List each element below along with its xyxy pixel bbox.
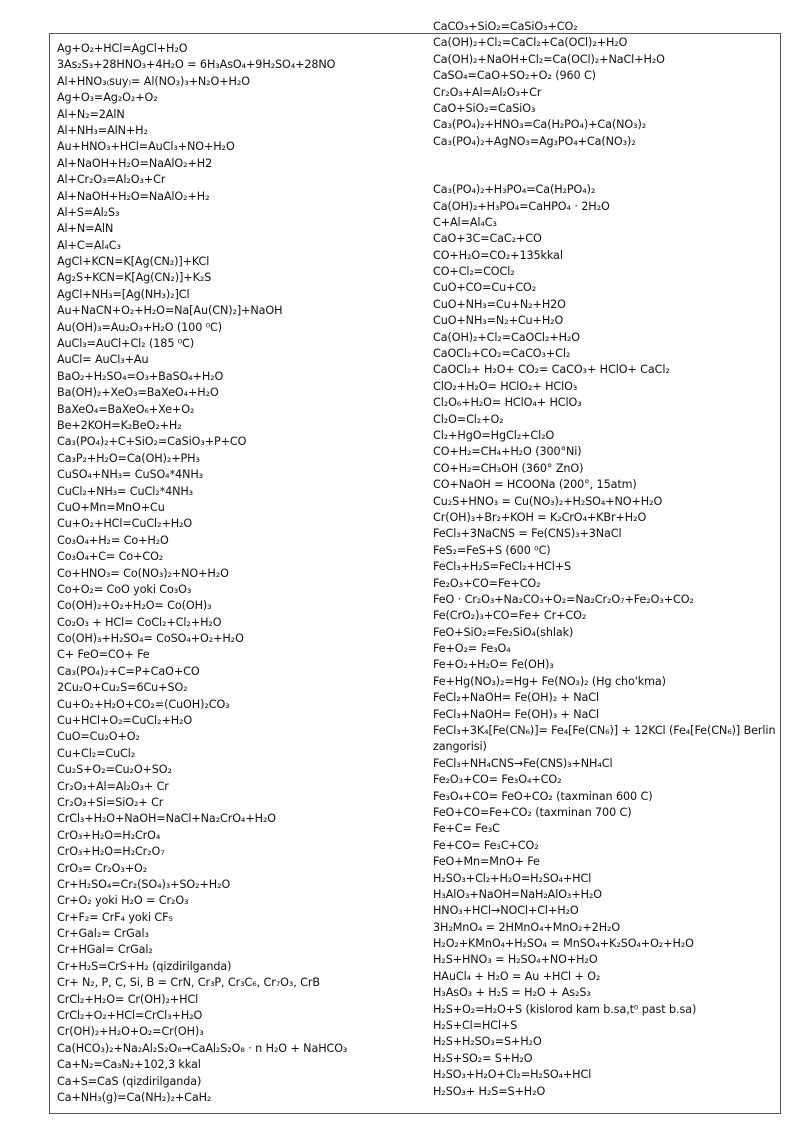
equation-line: Al+NaOH+H₂O=NaAlO₂+H2	[57, 156, 213, 170]
equation-line: FeO · Cr₂O₃+Na₂CO₃+O₂=Na₂Cr₂O₇+Fe₂O₃+CO₂	[433, 592, 694, 606]
equation-line: Cr₂O₃+Al=Al₂O₃+ Cr	[57, 779, 169, 793]
equation-line: Cr+H₂SO₄=Cr₂(SO₄)₃+SO₂+H₂O	[57, 877, 231, 891]
equation-line: Ca₃(PO₄)₂+AgNO₃=Ag₃PO₄+Ca(NO₃)₂	[433, 134, 636, 148]
equation-line: Cl₂O=Cl₂+O₂	[433, 412, 504, 426]
equation-line: Ca(OH)₂+H₃PO₄=CaHPO₄ · 2H₂O	[433, 199, 610, 213]
equation-line: FeO+SiO₂=Fe₂SiO₄(shlak)	[433, 625, 574, 639]
equation-line: Ca₃P₂+H₂O=Ca(OH)₂+PH₃	[57, 451, 200, 465]
equation-line: Co(OH)₂+O₂+H₂O= Co(OH)₃	[57, 599, 212, 613]
equation-line: H₂S+Cl=HCl+S	[433, 1019, 518, 1033]
equation-line: FeCl₃+NH₄CNS→Fe(CNS)₃+NH₄Cl	[433, 756, 613, 770]
equation-line: Ca+NH₃(g)=Ca(NH₂)₂+CaH₂	[57, 1091, 212, 1104]
equation-line: Au+HNO₃+HCl=AuCl₃+NO+H₂O	[57, 140, 235, 154]
equation-line: CuO+NH₃=Cu+N₂+H2O	[433, 297, 566, 311]
equation-line: CaOCl₂+CO₂=CaCO₃+Cl₂	[433, 347, 571, 361]
equation-line: HNO₃+HCl→NOCl+Cl+H₂O	[433, 904, 579, 918]
equation-line: Ca₃(PO₄)₂+H₃PO₄=Ca(H₂PO₄)₂	[433, 183, 596, 197]
equation-line: H₂S+O₂=H₂O+S (kislorod kam b.sa,t⁰ past b.sa)	[433, 1002, 697, 1016]
equation-line: Al+C=Al₄C₃	[57, 238, 121, 252]
equation-line: CrCl₂+H₂O= Cr(OH)₂+HCl	[57, 992, 199, 1006]
equation-line: C+Al=Al₄C₃	[433, 215, 497, 229]
equation-line: FeCl₃+NaOH= Fe(OH)₃ + NaCl	[433, 707, 600, 721]
equation-line: Al+N=AlN	[57, 222, 114, 236]
equation-line: Au+NaCN+O₂+H₂O=Na[Au(CN)₂]+NaOH	[57, 304, 283, 318]
equation-line: Fe+CO= Fe₃C+CO₂	[433, 838, 539, 852]
equation-line: FeCl₃+3NaCNS = Fe(CNS)₃+3NaCl	[433, 527, 622, 541]
equation-line: CaCO₃+SiO₂=CaSiO₃+CO₂	[433, 20, 578, 33]
equation-line: Fe+O₂+H₂O= Fe(OH)₃	[433, 658, 554, 672]
equation-line: H₃AsO₃ + H₂S = H₂O + As₂S₃	[433, 986, 591, 1000]
equation-line: CuO+CO=Cu+CO₂	[433, 281, 537, 295]
equation-line: Al+NH₃=AlN+H₂	[57, 123, 148, 137]
equation-line: Co(OH)₃+H₂SO₄= CoSO₄+O₂+H₂O	[57, 632, 244, 646]
equation-line: FeCl₃+3K₄[Fe(CN₆)]= Fe₄[Fe(CN₆)] + 12KCl (Fe₄[Fe(CN₆)] Berlin	[433, 724, 776, 738]
equation-line: H₂S+H₂SO₃=S+H₂O	[433, 1035, 542, 1049]
equation-line: CrO₃+H₂O=H₂CrO₄	[57, 828, 161, 842]
equation-line: CrCl₃+H₂O+NaOH=NaCl+Na₂CrO₄+H₂O	[57, 812, 276, 826]
equation-line: Co₃O₄+H₂= Co+H₂O	[57, 533, 169, 547]
equation-line: H₂S+HNO₃ = H₂SO₄+NO+H₂O	[433, 953, 598, 967]
equation-line: H₂SO₃+ H₂S=S+H₂O	[433, 1084, 546, 1098]
equation-line: Ba(OH)₂+XeO₃=BaXeO₄+H₂O	[57, 386, 219, 400]
equation-line: C+ FeO=CO+ Fe	[57, 648, 150, 662]
equation-line: Ca(OH)₂+Cl₂=CaCl₂+Ca(OCl)₂+H₂O	[433, 36, 628, 50]
equation-line: Co+HNO₃= Co(NO₃)₂+NO+H₂O	[57, 566, 229, 580]
equation-line: BaXeO₄=BaXeO₆+Xe+O₂	[57, 402, 195, 416]
equation-line: CuO+NH₃=N₂+Cu+H₂O	[433, 314, 564, 328]
equation-line: CaO+3C=CaC₂+CO	[433, 232, 542, 246]
equation-line: Fe₂O₃+CO=Fe+CO₂	[433, 576, 541, 590]
equation-line: Al+HNO₃₍suy₎= Al(NO₃)₃+N₂O+H₂O	[57, 74, 250, 88]
equation-line: Cl₂O₆+H₂O= HClO₄+ HClO₃	[433, 396, 582, 410]
equation-line: AuCl₃=AuCl+Cl₂ (185 ⁰C)	[57, 337, 195, 351]
equation-line: FeCl₃+H₂S=FeCl₂+HCl+S	[433, 560, 572, 574]
equation-line: Ca₃(PO₄)₂+C+SiO₂=CaSiO₃+P+CO	[57, 435, 247, 449]
equation-line: H₂SO₃+H₂O+Cl₂=H₂SO₄+HCl	[433, 1068, 592, 1082]
equation-line: Al+N₂=2AlN	[57, 107, 125, 121]
equation-line: CaSO₄=CaO+SO₂+O₂ (960 C)	[433, 69, 596, 83]
equation-line: Ca+S=CaS (qizdirilganda)	[57, 1074, 202, 1088]
equation-line: Co₂O₃ + HCl= CoCl₂+Cl₂+H₂O	[57, 615, 222, 629]
equation-line: CaO+SiO₂=CaSiO₃	[433, 101, 536, 115]
equation-line: CrO₃= Cr₂O₃+O₂	[57, 861, 148, 875]
equation-line: CO+Cl₂=COCl₂	[433, 265, 515, 279]
left-column	[57, 41, 347, 1106]
equation-line: 2Cu₂O+Cu₂S=6Cu+SO₂	[57, 681, 188, 695]
equation-line: Cu+HCl+O₂=CuCl₂+H₂O	[57, 714, 193, 728]
equation-line: Fe₃O₄+CO= FeO+CO₂ (taxminan 600 C)	[433, 789, 653, 803]
equation-line: AuCl= AuCl₃+Au	[57, 353, 149, 367]
equation-line: Cr₂O₃+Al=Al₂O₃+Cr	[433, 85, 542, 99]
equation-line: Cu₂S+HNO₃ = Cu(NO₃)₂+H₂SO₄+NO+H₂O	[433, 494, 663, 508]
equation-line: CaOCl₂+ H₂O+ CO₂= CaCO₃+ HClO+ CaCl₂	[433, 363, 670, 377]
equation-line: HAuCl₄ + H₂O = Au +HCl + O₂	[433, 969, 601, 983]
equation-line: Cr(OH)₃+Br₂+KOH = K₂CrO₄+KBr+H₂O	[433, 510, 647, 524]
equation-line: Cl₂+HgO=HgCl₂+Cl₂O	[433, 428, 555, 442]
equation-line: Cr+O₂ yoki H₂O = Cr₂O₃	[57, 894, 189, 908]
equation-line: CuO+Mn=MnO+Cu	[57, 500, 165, 514]
equation-line: CrO₃+H₂O=H₂Cr₂O₇	[57, 845, 165, 859]
equation-line: Co+O₂= CoO yoki Co₃O₃	[57, 582, 192, 596]
equation-line: Cr(OH)₂+H₂O+O₂=Cr(OH)₃	[57, 1025, 204, 1039]
equation-line: Al+Cr₂O₃=Al₂O₃+Cr	[57, 173, 166, 187]
column-gap	[433, 150, 775, 182]
equation-line: AgCl+KCN=K[Ag(CN₂)]+KCl	[57, 255, 210, 269]
equation-line: FeCl₂+NaOH= Fe(OH)₂ + NaCl	[433, 691, 600, 705]
equation-line: CuO=Cu₂O+O₂	[57, 730, 140, 744]
equation-line: Ca₃(PO₄)₂+C=P+CaO+CO	[57, 664, 200, 678]
equation-line: Fe+O₂= Fe₃O₄	[433, 642, 511, 656]
equation-line: Cr+Gal₂= CrGal₃	[57, 927, 149, 941]
equation-line: BaO₂+H₂SO₄=O₃+BaSO₄+H₂O	[57, 369, 224, 383]
equation-line: CO+H₂=CH₃OH (360° ZnO)	[433, 461, 584, 475]
right-column	[433, 19, 775, 1100]
equation-line: Fe(CrO₂)₃+CO=Fe+ Cr+CO₂	[433, 609, 587, 623]
equation-line: Be+2KOH=K₂BeO₂+H₂	[57, 418, 182, 432]
equation-line: ClO₂+H₂O= HClO₂+ HClO₃	[433, 379, 578, 393]
equation-line: 3H₂MnO₄ = 2HMnO₄+MnO₂+2H₂O	[433, 920, 621, 934]
equation-line: CuSO₄+NH₃= CuSO₄*4NH₃	[57, 468, 204, 482]
equation-line: Ag+O₂+HCl=AgCl+H₂O	[57, 42, 188, 55]
equation-line: Cr+HGal= CrGal₂	[57, 943, 153, 957]
equation-line: Cu+Cl₂=CuCl₂	[57, 746, 136, 760]
equation-line: Cr+H₂S=CrS+H₂ (qizdirilganda)	[57, 959, 232, 973]
right-column-bottom	[433, 182, 775, 1100]
equation-line: Co₃O₄+C= Co+CO₂	[57, 550, 164, 564]
right-column-top	[433, 19, 775, 150]
equation-line: Ca(OH)₂+Cl₂=CaOCl₂+H₂O	[433, 330, 581, 344]
equation-line: AgCl+NH₃=[Ag(NH₃)₂]Cl	[57, 287, 190, 301]
equation-line: Fe₂O₃+CO= Fe₃O₄+CO₂	[433, 773, 562, 787]
equation-line: H₃AlO₃+NaOH=NaH₂AlO₃+H₂O	[433, 887, 602, 901]
equation-line: CO+NaOH = HCOONa (200°, 15atm)	[433, 478, 637, 492]
equation-line: H₂SO₃+Cl₂+H₂O=H₂SO₄+HCl	[433, 871, 592, 885]
equation-line: CrCl₂+O₂+HCl=CrCl₃+H₂O	[57, 1009, 203, 1023]
equation-line: Ca+N₂=Ca₃N₂+102,3 kkal	[57, 1058, 201, 1072]
equation-line: Fe+Hg(NO₃)₂=Hg+ Fe(NO₃)₂ (Hg cho'kma)	[433, 674, 666, 688]
equation-line: Ca(OH)₂+NaOH+Cl₂=Ca(OCl)₂+NaCl+H₂O	[433, 52, 665, 66]
equation-line: zangorisi)	[433, 740, 487, 754]
equation-line: CO+H₂=CH₄+H₂O (300°Ni)	[433, 445, 582, 459]
equation-line: Ag₂S+KCN=K[Ag(CN₂)]+K₂S	[57, 271, 212, 285]
equation-line: 3As₂S₃+28HNO₃+4H₂O = 6H₃AsO₄+9H₂SO₄+28NO	[57, 58, 336, 72]
equation-line: CO+H₂O=CO₂+135kkal	[433, 248, 563, 262]
equation-line: Fe+C= Fe₃C	[433, 822, 500, 836]
equation-line: H₂O₂+KMnO₄+H₂SO₄ = MnSO₄+K₂SO₄+O₂+H₂O	[433, 937, 694, 951]
equation-line: Cr+ N₂, P, C, Si, B = CrN, Cr₃P, Cr₃C₆, Cr₇O₃, CrB	[57, 976, 320, 990]
equation-line: Ca(HCO₃)₂+Na₂Al₂S₂O₈→CaAl₂S₂O₈ · n H₂O + NaHCO₃	[57, 1041, 348, 1055]
equation-line: Cu₂S+O₂=Cu₂O+SO₂	[57, 763, 172, 777]
equation-line: Ag+O₃=Ag₂O₂+O₂	[57, 91, 158, 105]
equation-line: FeO+Mn=MnO+ Fe	[433, 855, 540, 869]
equation-line: H₂S+SO₂= S+H₂O	[433, 1051, 533, 1065]
equation-line: Al+NaOH+H₂O=NaAlO₂+H₂	[57, 189, 210, 203]
equation-line: FeO+CO=Fe+CO₂ (taxminan 700 C)	[433, 805, 632, 819]
equation-line: FeS₂=FeS+S (600 ⁰C)	[433, 543, 551, 557]
equation-line: Cr+F₂= CrF₄ yoki CF₅	[57, 910, 173, 924]
equation-line: Ca₃(PO₄)₂+HNO₃=Ca(H₂PO₄)+Ca(NO₃)₂	[433, 118, 647, 132]
equation-line: Al+S=Al₂S₃	[57, 205, 120, 219]
equation-line: Au(OH)₃=Au₂O₃+H₂O (100 ⁰C)	[57, 320, 223, 334]
equation-line: Cu+O₂+H₂O+CO₂=(CuOH)₂CO₃	[57, 697, 230, 711]
equation-line: CuCl₂+NH₃= CuCl₂*4NH₃	[57, 484, 194, 498]
equation-line: Cu+O₂+HCl=CuCl₂+H₂O	[57, 517, 193, 531]
equation-line: Cr₂O₃+Si=SiO₂+ Cr	[57, 795, 164, 809]
